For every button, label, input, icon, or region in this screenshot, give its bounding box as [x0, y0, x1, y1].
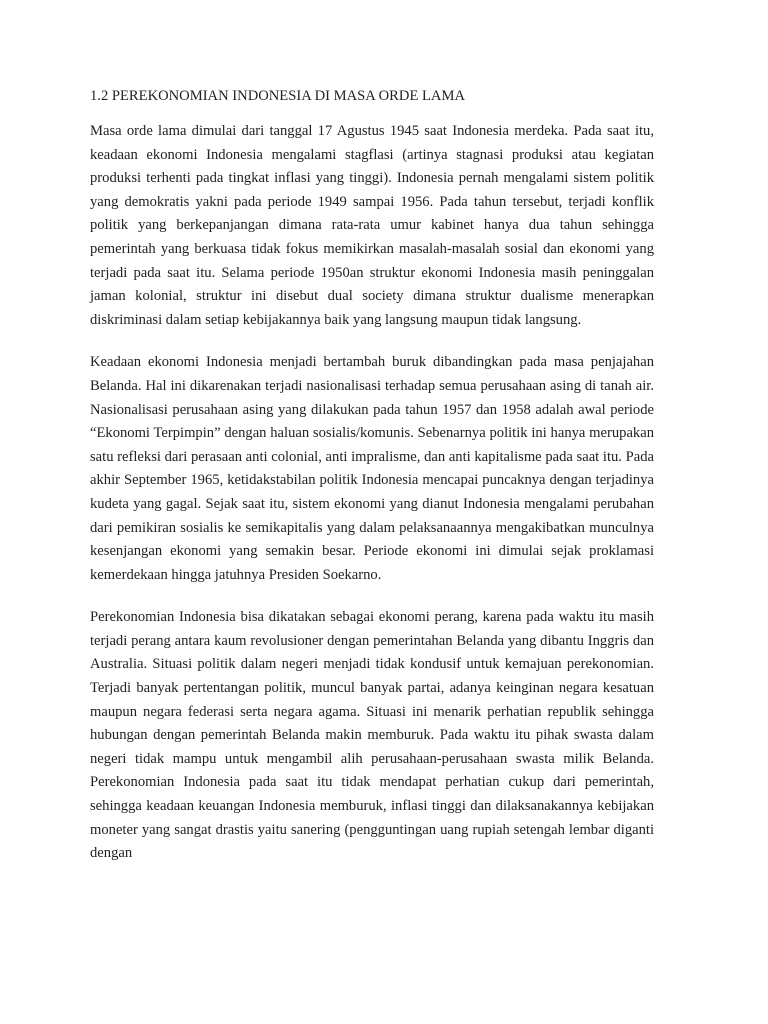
paragraph-3: Perekonomian Indonesia bisa dikatakan sebagai ekonomi perang, karena pada waktu itu masih terjadi perang antara kaum revolusioner dengan pemerintahan Belanda yang dibantu Inggris dan Australia. Situasi politik dalam negeri menjadi tidak kondusif untuk kemajuan perekonomian. Terjadi banyak pertentangan politik, muncul banyak partai, adanya keinginan negara kesatuan maupun negara federasi serta negara agama. Situasi ini menarik perhatian republik sehingga hubungan dengan pemerintah Belanda makin memburuk. Pada waktu itu pihak swasta dalam negeri tidak mampu untuk mengambil alih perusahaan-perusahaan swasta milik Belanda. Perekonomian Indonesia pada saat itu tidak mendapat perhatian cukup dari pemerintah, sehingga keadaan keuangan Indonesia memburuk, inflasi tinggi dan dilaksanakannya kebijakan moneter yang sangat drastis yaitu sanering (pengguntingan uang rupiah setengah lembar diganti dengan — [90, 609, 654, 862]
paragraph-1: Masa orde lama dimulai dari tanggal 17 Agustus 1945 saat Indonesia merdeka. Pada saat itu, keadaan ekonomi Indonesia mengalami stagflasi (artinya stagnasi produksi atau kegiatan produksi terhenti pada tingkat inflasi yang tinggi). Indonesia pernah mengalami sistem politik yang demokratis yakni pada periode 1949 sampai 1956. Pada tahun tersebut, terjadi konflik politik yang berkepanjangan dimana rata-rata umur kabinet hanya dua tahun sehingga pemerintah yang berkuasa tidak fokus memikirkan masalah-masalah sosial dan ekonomi yang terjadi pada saat itu. Selama periode 1950an struktur ekonomi Indonesia masih peninggalan jaman kolonial, struktur ini disebut dual society dimana struktur dualisme menerapkan diskriminasi dalam setiap kebijakannya baik yang langsung maupun tidak langsung. — [90, 123, 654, 328]
section-heading: 1.2 PEREKONOMIAN INDONESIA DI MASA ORDE LAMA — [90, 88, 465, 104]
paragraph-2: Keadaan ekonomi Indonesia menjadi bertambah buruk dibandingkan pada masa penjajahan Belanda. Hal ini dikarenakan terjadi nasionalisasi terhadap semua perusahaan asing di tanah air. Nasionalisasi perusahaan asing yang dilakukan pada tahun 1957 dan 1958 adalah awal periode “Ekonomi Terpimpin” dengan haluan sosialis/komunis. Sebenarnya politik ini hanya merupakan satu refleksi dari perasaan anti colonial, anti impralisme, dan anti kapitalisme pada saat itu. Pada akhir September 1965, ketidakstabilan politik Indonesia mencapai puncaknya dengan terjadinya kudeta yang gagal. Sejak saat itu, sistem ekonomi yang dianut Indonesia mengalami perubahan dari pemikiran sosialis ke semikapitalis yang dalam pelaksanaannya mengakibatkan munculnya kesenjangan ekonomi yang semakin besar. Periode ekonomi ini dimulai sejak proklamasi kemerdekaan hingga jatuhnya Presiden Soekarno. — [90, 354, 654, 583]
document-page — [90, 84, 654, 885]
